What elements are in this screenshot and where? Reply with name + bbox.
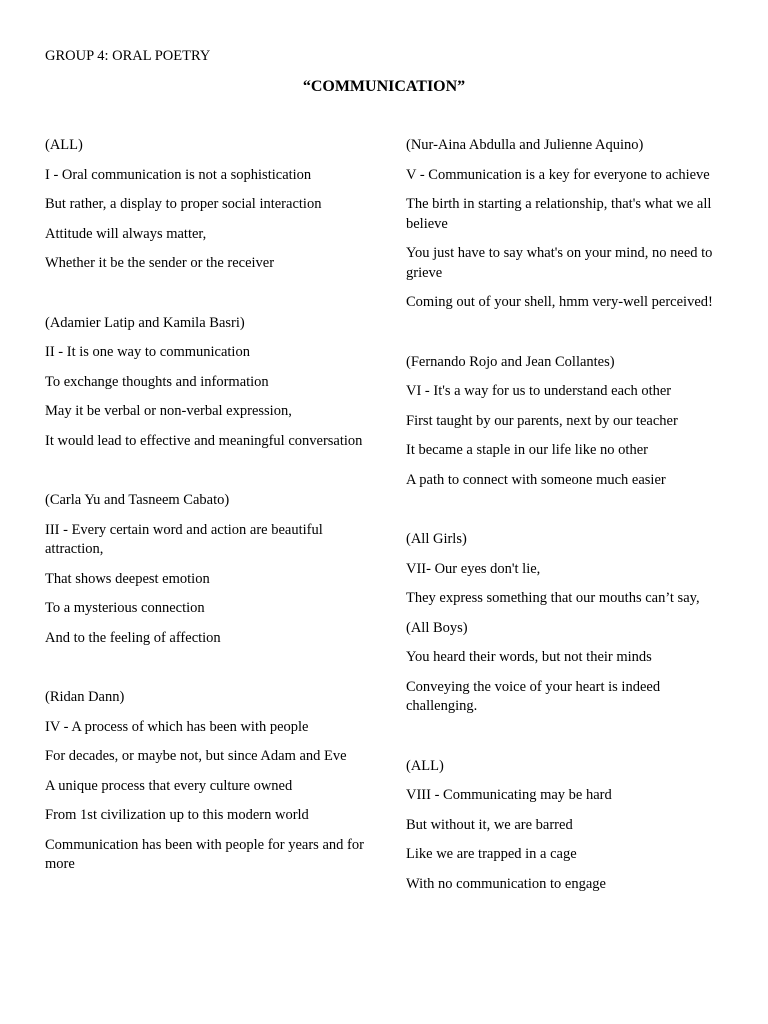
speaker-label: (Nur-Aina Abdulla and Julienne Aquino) <box>406 137 644 153</box>
stanza <box>406 136 731 313</box>
poem-line: Attitude will always matter, <box>45 225 207 242</box>
stanza <box>406 757 731 895</box>
poem-line: Conveying the voice of your heart is indeed challenging. <box>406 678 661 714</box>
poem-line: First taught by our parents, next by our teacher <box>406 412 678 429</box>
poem-line: VI - It's a way for us to understand each other <box>406 383 672 399</box>
speaker-label: (All Girls) <box>406 531 467 547</box>
poem-line: To a mysterious connection <box>45 600 205 616</box>
stanza <box>45 314 365 452</box>
poem-line: To exchange thoughts and information <box>45 373 269 390</box>
poem-line: May it be verbal or non-verbal expression, <box>45 403 292 419</box>
poem-line: But rather, a display to proper social interaction <box>45 196 322 212</box>
poem-line: A unique process that every culture owned <box>45 777 293 794</box>
poem-line: III - Every certain word and action are beautiful attraction, <box>45 521 323 557</box>
poem-line: With no communication to engage <box>406 875 606 892</box>
speaker-label: (Adamier Latip and Kamila Basri) <box>45 314 245 331</box>
speaker-label: (Fernando Rojo and Jean Collantes) <box>406 353 615 370</box>
stanza <box>45 491 365 648</box>
group-heading: GROUP 4: ORAL POETRY <box>45 48 211 64</box>
poem-line: From 1st civilization up to this modern world <box>45 807 309 823</box>
left-column <box>45 136 365 885</box>
poem-line: IV - A process of which has been with people <box>45 718 309 735</box>
speaker-label: (Ridan Dann) <box>45 689 125 705</box>
poem-line: They express something that our mouths can’t say, <box>406 590 700 606</box>
poem-line: A path to connect with someone much easier <box>406 471 666 488</box>
speaker-label: (ALL) <box>406 757 444 774</box>
poem-line: V - Communication is a key for everyone to achieve <box>406 166 710 183</box>
poem-line: Whether it be the sender or the receiver <box>45 255 275 271</box>
poem-line: It became a staple in our life like no other <box>406 442 648 458</box>
poem-line: VIII - Communicating may be hard <box>406 787 612 803</box>
poem-line: The birth in starting a relationship, that's what we all believe <box>406 196 712 232</box>
right-column <box>406 136 731 904</box>
poem-line: You heard their words, but not their minds <box>406 649 652 665</box>
stanza <box>406 530 731 717</box>
poem-line: Communication has been with people for years and for more <box>45 836 364 872</box>
poem-line: Coming out of your shell, hmm very-well perceived! <box>406 294 713 310</box>
poem-line: That shows deepest emotion <box>45 570 210 587</box>
poem-line: You just have to say what's on your mind, no need to grieve <box>406 245 713 281</box>
stanza <box>406 353 731 491</box>
stanza <box>45 688 365 875</box>
speaker-label: (All Boys) <box>406 619 468 636</box>
poem-line: For decades, or maybe not, but since Adam and Eve <box>45 748 347 764</box>
speaker-label: (ALL) <box>45 137 83 153</box>
poem-line: It would lead to effective and meaningful conversation <box>45 432 363 449</box>
poem-line: II - It is one way to communication <box>45 344 250 360</box>
poem-line: VII- Our eyes don't lie, <box>406 560 541 577</box>
poem-line: Like we are trapped in a cage <box>406 846 577 862</box>
poem-line: But without it, we are barred <box>406 816 573 833</box>
stanza <box>45 136 365 274</box>
poem-line: I - Oral communication is not a sophistication <box>45 166 312 183</box>
poem-title: “COMMUNICATION” <box>302 78 466 95</box>
speaker-label: (Carla Yu and Tasneem Cabato) <box>45 492 230 508</box>
poem-line: And to the feeling of affection <box>45 629 221 646</box>
